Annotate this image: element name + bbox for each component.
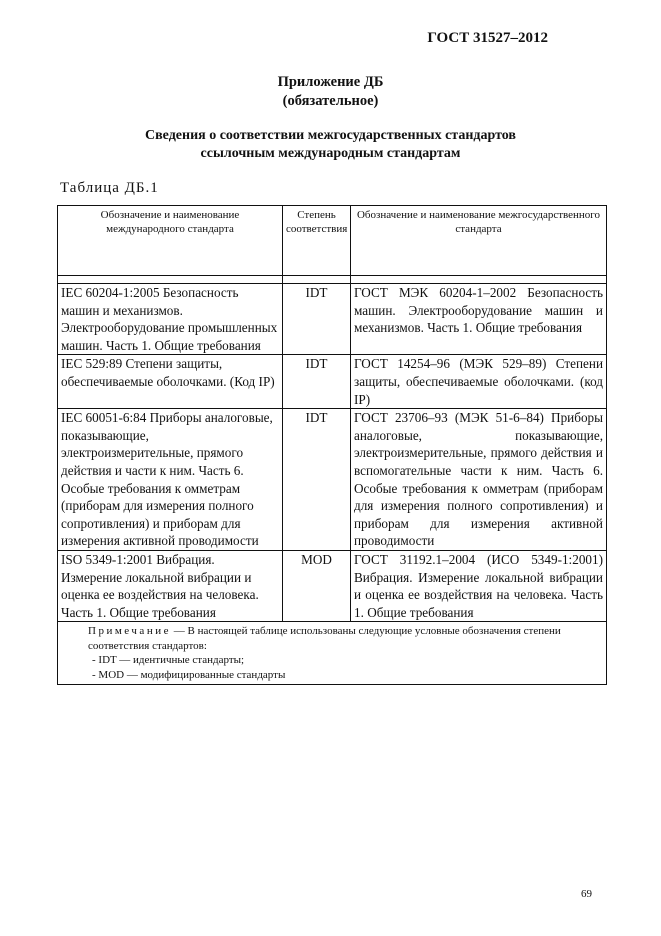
- section-heading: [0, 127, 661, 163]
- cell-interstate-standard: ГОСТ МЭК 60204-1–2002 Безопасность машин. Электрооборудование машин и механизмов. Часть 1. Общие требования: [351, 284, 607, 355]
- note-item-mod: - MOD — модифицированные стандарты: [92, 668, 286, 681]
- cell-interstate-standard: ГОСТ 31192.1–2004 (ИСО 5349-1:2001) Вибрация. Измерение локальной вибрации и оценка ее воздействия на человека. Часть 1. Общие требования: [351, 550, 607, 621]
- note-paragraph: [62, 624, 602, 653]
- note-label: Примечание: [88, 625, 171, 638]
- cell-degree: IDT: [283, 409, 351, 551]
- header-interstate-standard: Обозначение и наименование межгосударственного стандарта: [351, 206, 607, 276]
- header-degree: Степень соответствия: [283, 206, 351, 276]
- appendix-heading: [0, 73, 661, 111]
- section-title-line1: Сведения о соответствии межгосударственных стандартов: [145, 128, 516, 143]
- appendix-title: Приложение ДБ: [277, 74, 384, 90]
- appendix-subtitle: (обязательное): [282, 93, 379, 109]
- cell-interstate-standard: ГОСТ 14254–96 (МЭК 529–89) Степени защиты, обеспечиваемые оболочками. (код IP): [351, 355, 607, 409]
- cell-degree: IDT: [283, 284, 351, 355]
- header-international-standard: Обозначение и наименование международного стандарта: [58, 206, 283, 276]
- table-note: [58, 622, 607, 685]
- cell-international-standard: IEC 60204-1:2005 Безопасность машин и механизмов. Электрооборудование промышленных машин. Часть 1. Общие требования: [58, 284, 283, 355]
- table-note-row: [58, 622, 607, 685]
- gap-cell: [283, 276, 351, 284]
- cell-degree: MOD: [283, 550, 351, 621]
- cell-international-standard: ISO 5349-1:2001 Вибрация. Измерение локальной вибрации и оценка ее воздействия на человека. Часть 1. Общие требования: [58, 550, 283, 621]
- table-caption: Таблица ДБ.1: [60, 180, 159, 196]
- header-gap-row: [58, 276, 607, 284]
- standards-table: [57, 205, 607, 685]
- note-text: — В настоящей таблице использованы следующие условные обозначения степени соответствия стандартов:: [88, 625, 561, 652]
- gap-cell: [351, 276, 607, 284]
- page-number: 69: [581, 888, 592, 900]
- section-title-line2: ссылочным международным стандартам: [200, 146, 461, 161]
- cell-international-standard: IEC 529:89 Степени защиты, обеспечиваемые оболочками. (Код IP): [58, 355, 283, 409]
- table-row: [58, 355, 607, 409]
- table-header-row: [58, 206, 607, 276]
- cell-international-standard: IEC 60051-6:84 Приборы аналоговые, показывающие, электроизмерительные, прямого действия и части к ним. Часть 6. Особые требования к омметрам (приборам для измерения полного сопротивления) и приборам для измерения активной проводимости: [58, 409, 283, 551]
- table-row: [58, 284, 607, 355]
- cell-interstate-standard: ГОСТ 23706–93 (МЭК 51-6–84) Приборы аналоговые, показывающие, электроизмерительные, прямого действия и вспомогательные части к ним. Часть 6. Особые требования к омметрам (приборам для измерения полного сопротивления) и приборам для измерения активной проводимости: [351, 409, 607, 551]
- table-row: [58, 409, 607, 551]
- standards-table-container: [57, 205, 606, 685]
- document-code: ГОСТ 31527–2012: [427, 30, 548, 46]
- gap-cell: [58, 276, 283, 284]
- note-item-idt: - IDT — идентичные стандарты;: [92, 654, 245, 667]
- table-row: [58, 550, 607, 621]
- cell-degree: IDT: [283, 355, 351, 409]
